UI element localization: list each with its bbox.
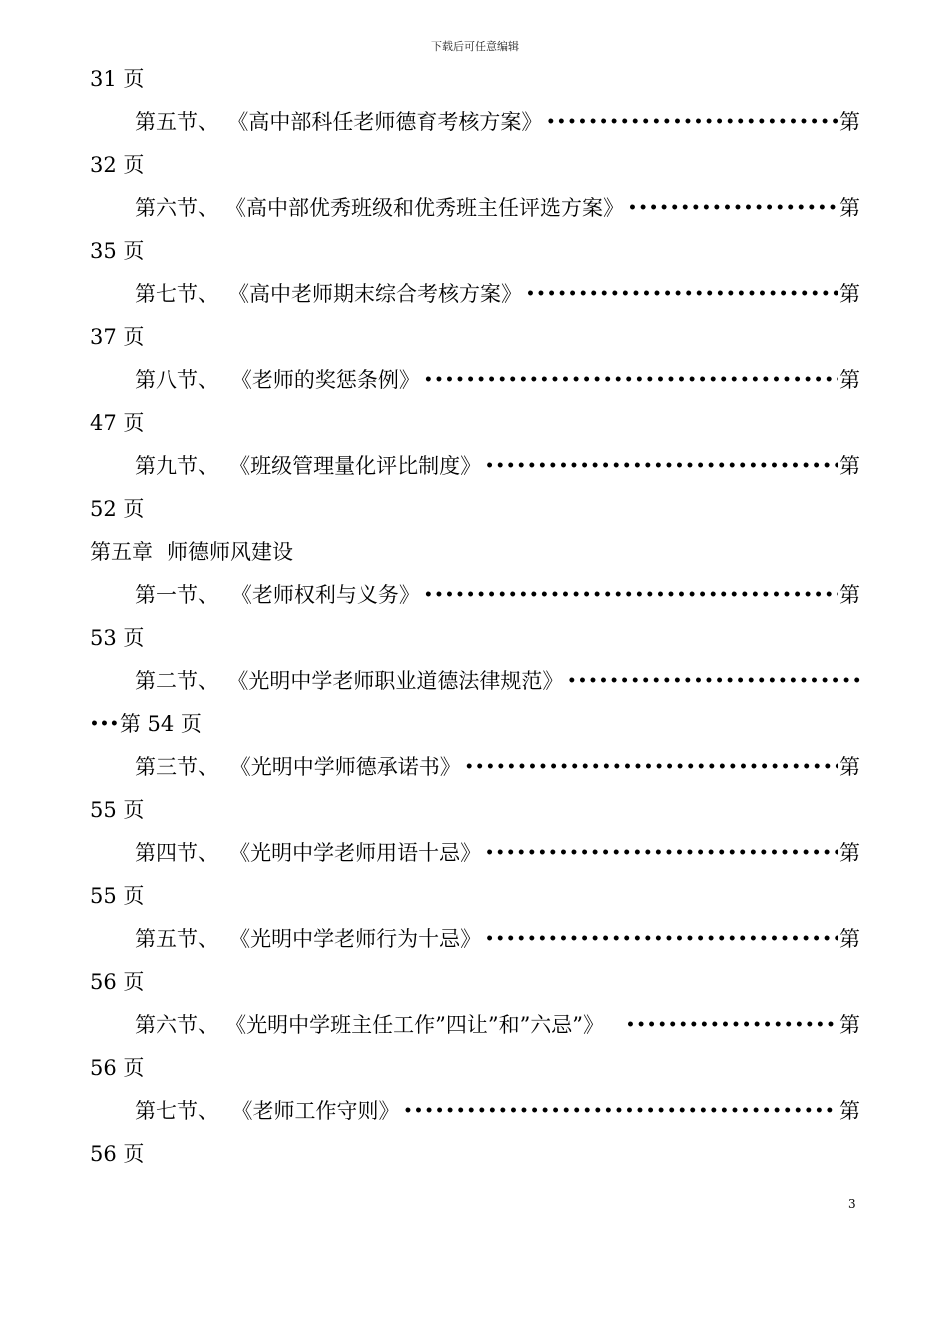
page-prefix: 第 bbox=[839, 454, 860, 478]
page-prefix: 第 bbox=[839, 927, 860, 951]
toc-continuation bbox=[90, 408, 144, 438]
page-ref: 31 页 bbox=[90, 67, 145, 91]
section-title: 《高中部优秀班级和优秀班主任评选方案》 bbox=[225, 196, 625, 220]
toc-entry bbox=[135, 279, 860, 309]
toc-continuation bbox=[90, 1139, 144, 1169]
toc-continuation bbox=[90, 64, 144, 94]
toc-entry bbox=[135, 666, 860, 696]
page-number: 3 bbox=[848, 1197, 856, 1211]
page-header: 下载后可任意编辑 bbox=[431, 40, 519, 53]
page-ref: 32 页 bbox=[90, 153, 145, 177]
leader-dots bbox=[567, 666, 860, 696]
toc-continuation bbox=[90, 236, 144, 266]
page-ref: 56 页 bbox=[90, 970, 145, 994]
page-prefix: 第 bbox=[839, 196, 860, 220]
page-prefix: 第 bbox=[839, 841, 860, 865]
section-title: 《班级管理量化评比制度》 bbox=[229, 454, 482, 478]
leader-dots bbox=[485, 451, 838, 481]
toc-continuation bbox=[90, 150, 144, 180]
section-title: 《老师工作守则》 bbox=[231, 1099, 400, 1123]
page-prefix: 第 bbox=[839, 583, 860, 607]
leader-dots bbox=[546, 107, 838, 137]
leader-dots bbox=[424, 580, 838, 610]
page-ref: 55 页 bbox=[90, 884, 145, 908]
section-title: 《高中老师期末综合考核方案》 bbox=[227, 282, 522, 306]
page-prefix: 第 bbox=[839, 282, 860, 306]
toc-continuation bbox=[90, 881, 144, 911]
section-label: 第六节、 bbox=[135, 1013, 219, 1037]
leader-dots bbox=[485, 838, 838, 868]
toc-entry bbox=[135, 107, 860, 137]
leader-dots bbox=[626, 1010, 838, 1040]
section-label: 第八节、 bbox=[135, 368, 219, 392]
page-prefix: 第 bbox=[839, 755, 860, 779]
page-ref: 47 页 bbox=[90, 411, 145, 435]
leader-dots bbox=[465, 752, 838, 782]
chapter-title: 师德师风建设 bbox=[167, 540, 293, 564]
toc-continuation bbox=[90, 623, 144, 653]
page-ref: 35 页 bbox=[90, 239, 145, 263]
section-label: 第六节、 bbox=[135, 196, 219, 220]
chapter-heading bbox=[90, 537, 293, 567]
section-title: 《光明中学师德承诺书》 bbox=[229, 755, 461, 779]
section-label: 第七节、 bbox=[135, 282, 219, 306]
leader-dots bbox=[424, 365, 838, 395]
chapter-label: 第五章 bbox=[90, 540, 153, 564]
section-label: 第二节、 bbox=[135, 669, 219, 693]
toc-entry bbox=[135, 193, 860, 223]
section-title: 《光明中学班主任工作”四让”和”六忌”》 bbox=[225, 1013, 605, 1037]
toc-entry bbox=[135, 365, 860, 395]
toc-entry bbox=[135, 1010, 860, 1040]
toc-entry bbox=[135, 838, 860, 868]
toc-entry bbox=[135, 924, 860, 954]
section-label: 第九节、 bbox=[135, 454, 219, 478]
section-title: 《高中部科任老师德育考核方案》 bbox=[227, 110, 543, 134]
page-ref: 56 页 bbox=[90, 1056, 145, 1080]
toc-continuation bbox=[90, 967, 144, 997]
page-ref: 55 页 bbox=[90, 798, 145, 822]
section-label: 第一节、 bbox=[135, 583, 219, 607]
toc-continuation bbox=[90, 709, 202, 739]
section-title: 《老师权利与义务》 bbox=[230, 583, 420, 607]
section-label: 第五节、 bbox=[135, 110, 219, 134]
toc-entry bbox=[135, 1096, 860, 1126]
leader-dots: ••• bbox=[90, 716, 120, 732]
page-ref: 56 页 bbox=[90, 1142, 145, 1166]
section-title: 《老师的奖惩条例》 bbox=[230, 368, 420, 392]
section-label: 第七节、 bbox=[135, 1099, 219, 1123]
section-title: 《光明中学老师用语十忌》 bbox=[229, 841, 482, 865]
section-label: 第三节、 bbox=[135, 755, 219, 779]
section-title: 《光明中学老师职业道德法律规范》 bbox=[227, 669, 564, 693]
page-prefix: 第 bbox=[839, 368, 860, 392]
page-prefix: 第 bbox=[839, 110, 860, 134]
leader-dots bbox=[526, 279, 838, 309]
page-prefix: 第 bbox=[839, 1099, 860, 1123]
toc-continuation bbox=[90, 322, 144, 352]
toc-entry bbox=[135, 580, 860, 610]
page-ref: 53 页 bbox=[90, 626, 145, 650]
page-ref: 52 页 bbox=[90, 497, 145, 521]
toc-continuation bbox=[90, 795, 144, 825]
toc-entry bbox=[135, 451, 860, 481]
leader-dots bbox=[403, 1096, 838, 1126]
section-label: 第五节、 bbox=[135, 927, 219, 951]
toc-entry bbox=[135, 752, 860, 782]
page-ref: 37 页 bbox=[90, 325, 145, 349]
leader-dots bbox=[485, 924, 838, 954]
page-ref: 第 54 页 bbox=[119, 712, 202, 736]
page-prefix: 第 bbox=[839, 1013, 860, 1037]
leader-dots bbox=[628, 193, 838, 223]
toc-continuation bbox=[90, 1053, 144, 1083]
section-title: 《光明中学老师行为十忌》 bbox=[229, 927, 482, 951]
toc-continuation bbox=[90, 494, 144, 524]
section-label: 第四节、 bbox=[135, 841, 219, 865]
